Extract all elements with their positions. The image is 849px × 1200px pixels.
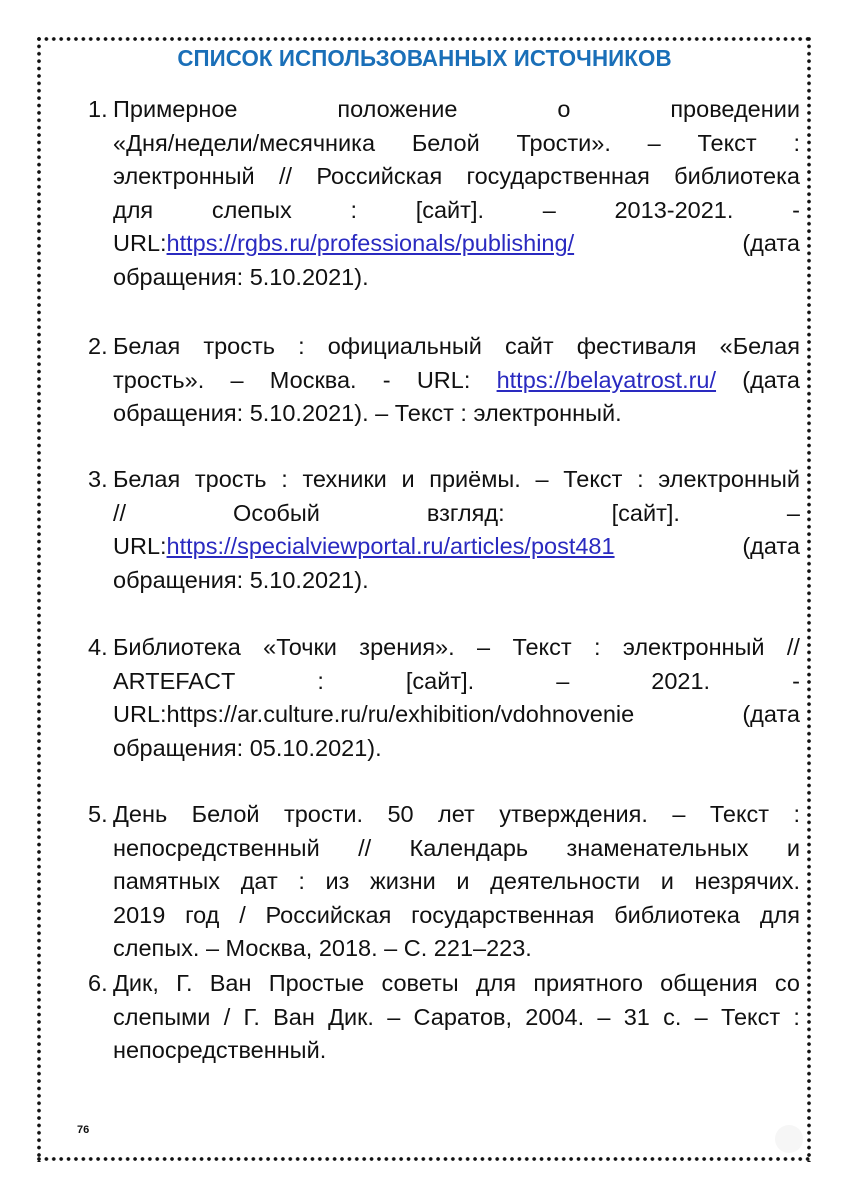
word: Простые [268,970,365,996]
word: Календарь [409,834,529,861]
word: жизни [370,868,436,895]
entry-line [113,227,800,261]
word: – [230,366,244,393]
url-link[interactable]: https://specialviewportal.ru/articles/post481 [166,533,615,560]
word: Ван [273,1003,315,1030]
entry-line [113,330,800,364]
word: 2019 [113,901,166,928]
word: День [113,801,168,827]
word: слепых [211,196,292,223]
word: (дата [742,701,800,728]
entry-number: 4. [88,634,108,660]
word: Саратов, [413,1003,513,1030]
word: [сайт]. [415,196,484,223]
word: незрячих. [694,868,800,895]
word: – [647,129,661,156]
word: «Белая [719,333,800,359]
word: : [298,868,305,895]
word: : [793,801,800,827]
word: библиотека [674,163,800,190]
entry-line [113,899,800,933]
word: : [350,196,357,223]
word: и [660,868,674,895]
word: Библиотека [113,634,241,660]
word: лет [438,801,475,827]
entry-line [113,530,800,564]
entry-line: обращения: 5.10.2021). [113,566,369,593]
word: Белая [113,466,181,492]
word: Дик. [328,1003,374,1030]
entry-line [113,798,800,832]
word: для [113,196,154,223]
word: : [298,333,305,359]
word: 2004. [525,1003,585,1030]
word: электронный [113,163,255,190]
scan-smudge [775,1125,803,1153]
word: Москва. [269,366,357,393]
word: со [774,970,800,996]
word: (дата [742,366,800,393]
word: 2013-2021. [614,196,734,223]
border-left [36,36,42,1162]
word: общения [660,970,758,996]
url-link[interactable]: https://belayatrost.ru/ [496,366,717,393]
word: и [786,834,800,861]
word: советы [381,970,459,996]
word: приёмы. [429,466,521,492]
word: памятных [113,868,221,895]
entry-line [113,698,800,732]
word: [сайт]. [405,667,475,694]
entry-line: обращения: 05.10.2021). [113,734,382,761]
word: (дата [742,230,800,257]
word: - [792,196,800,223]
word: - [382,366,391,393]
entry-line [113,194,800,228]
url-group [113,530,615,564]
word: фестиваля [576,333,697,359]
word: «Точки [263,634,337,660]
word: : [637,466,644,492]
word: зрения». [359,634,455,660]
entry-line: обращения: 5.10.2021). [113,263,369,290]
word: и [456,868,470,895]
entry-text [113,967,800,1068]
word: и [401,466,415,492]
word: – [387,1003,401,1030]
entry-text [113,631,800,765]
entry-line [113,865,800,899]
word: – [535,466,549,492]
word: // [279,163,293,190]
word: – [786,499,800,526]
word: // [358,834,372,861]
word: – [542,196,556,223]
word: 2021. [651,667,711,694]
word: – [672,801,686,827]
entry-line: непосредственный. [113,1037,327,1064]
entry-line [113,93,800,127]
word: сайт [504,333,554,359]
entry-line [113,463,800,497]
word: о [557,96,571,122]
word: Примерное [113,96,238,122]
entry-number: 1. [88,96,108,122]
word: трость [203,333,275,359]
entry-line: слепых. – Москва, 2018. – С. 221–223. [113,935,532,962]
word: URL:https://ar.culture.ru/ru/exhibition/vdohnovenie [113,701,635,728]
entry-number: 5. [88,801,108,827]
word: Текст [697,129,757,156]
entry-line [113,631,800,665]
word: – [477,634,491,660]
word: Текст [512,634,572,660]
word: утверждения. [499,801,648,827]
word: / [239,901,246,928]
url-group [113,227,574,261]
word: взгляд: [426,499,505,526]
word: – [597,1003,611,1030]
entry-line [113,497,800,531]
word: слепыми [113,1003,211,1030]
entry-line [113,967,800,1001]
word: // [113,499,127,526]
word: электронный [622,634,765,660]
word: Особый [233,499,320,526]
entry-line [113,127,800,161]
entry-text [113,330,800,431]
entry-line [113,665,800,699]
word: // [786,634,800,660]
entry-line [113,364,800,398]
word: / [223,1003,231,1030]
word: знаменательных [566,834,749,861]
word: положение [337,96,458,122]
word: Российская [316,163,443,190]
word: 31 [623,1003,650,1030]
word: год [185,901,220,928]
entry-line [113,1001,800,1035]
border-bottom [36,1156,812,1162]
word: для [475,970,517,996]
word: Трости». [516,129,611,156]
word: официальный [327,333,482,359]
word: – [556,667,570,694]
word: трости. [283,801,364,827]
entry-text [113,93,800,295]
word: государственная [466,163,650,190]
word: : [593,634,601,660]
entry-line [113,832,800,866]
url-link[interactable]: https://rgbs.ru/professionals/publishing/ [166,230,575,257]
entry-number: 6. [88,970,108,996]
word: электронный [658,466,800,492]
word: : [317,667,324,694]
word: Текст [709,801,770,827]
word: Г. [243,1003,260,1030]
word: Белой [411,129,480,156]
word: трость». [113,366,205,393]
entry-text [113,463,800,597]
word: проведении [670,96,800,122]
word: - [792,667,800,694]
word: непосредственный [113,834,320,861]
word: Белая [113,333,181,359]
word: Дик, [113,970,159,996]
word: библиотека [614,901,741,928]
word: [сайт]. [611,499,680,526]
page-number: 76 [77,1124,90,1136]
word: (дата [742,533,800,560]
page-title: СПИСОК ИСПОЛЬЗОВАННЫХ ИСТОЧНИКОВ [177,45,672,71]
entry-text [113,798,800,966]
word: с. [663,1003,682,1030]
word: техники [302,466,387,492]
border-top [36,36,812,42]
word: ARTEFACT [113,667,236,694]
word: – [694,1003,708,1030]
word: Текст [720,1003,781,1030]
border-right [806,36,812,1162]
url-prefix: URL: [113,230,167,257]
entry-number: 2. [88,333,108,359]
word: государственная [411,901,595,928]
word: трость [194,466,267,492]
word: Белой [191,801,260,827]
word: дат [240,868,278,895]
word: : [793,129,800,156]
entry-line: обращения: 5.10.2021). – Текст : электронный. [113,400,622,427]
word: Ван [209,970,252,996]
word: Российская [265,901,392,928]
word: URL: [416,366,471,393]
word: деятельности [490,868,641,895]
url-prefix: URL: [113,533,167,560]
word: : [793,1003,800,1030]
entry-line [113,160,800,194]
entry-number: 3. [88,466,108,492]
word: «Дня/недели/месячника [113,129,376,156]
word: для [759,901,800,928]
word: Текст [563,466,623,492]
word: 50 [387,801,414,827]
word: приятного [533,970,643,996]
word: из [325,868,350,895]
word: Г. [176,970,193,996]
word: : [281,466,288,492]
